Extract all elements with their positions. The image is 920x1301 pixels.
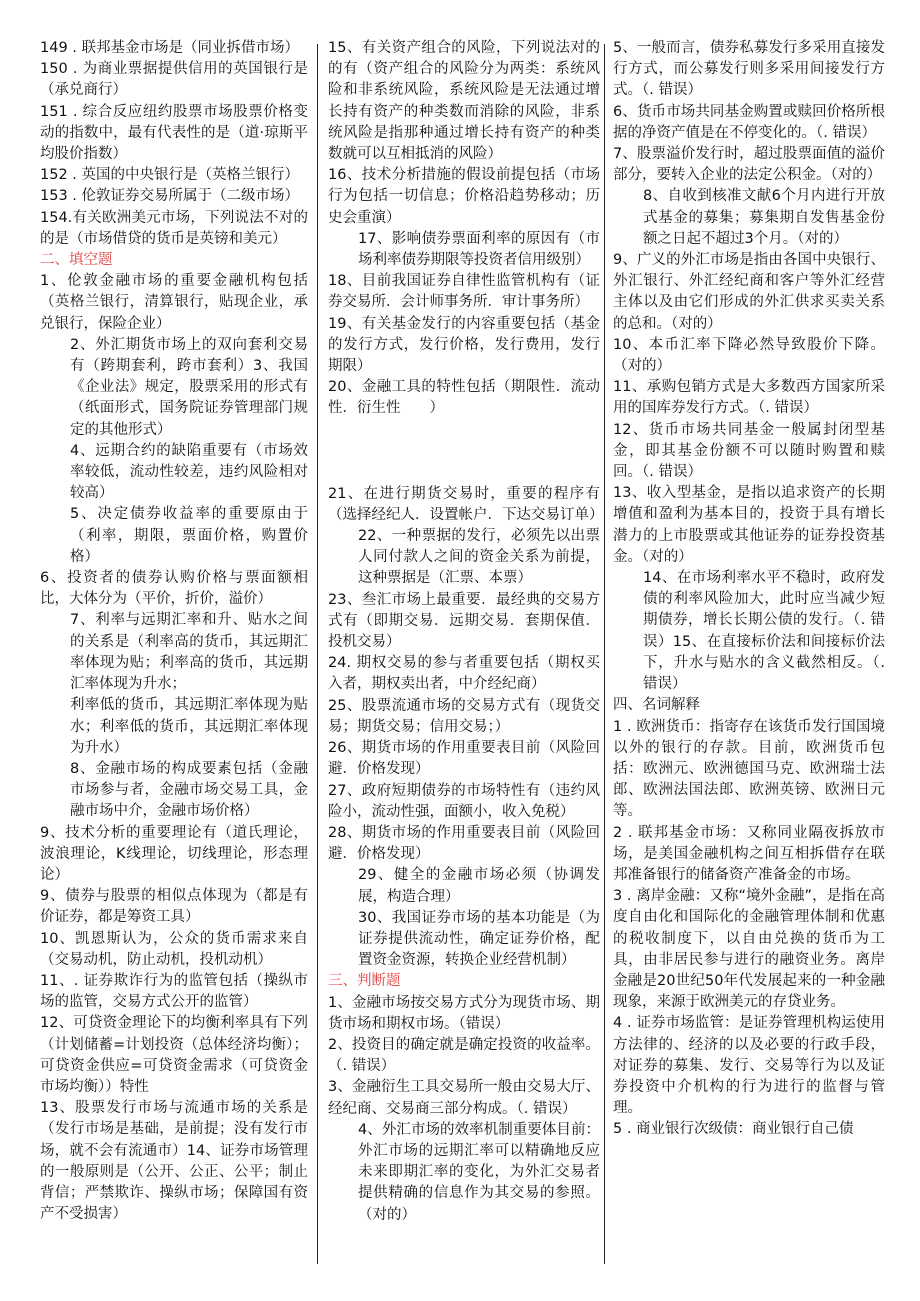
fill-item-11: 11、. 证券欺诈行为的监管包括（操纵市场的监管，交易方式公开的监管） xyxy=(40,972,308,1011)
column-divider-right xyxy=(604,44,605,1264)
fill-item-28: 28、期货市场的作用重要表目前（风险回避．价格发现） xyxy=(328,824,600,863)
fill-item-8: 8、金融市场的构成要素包括（金融市场参与者，金融市场交易工具，金融市场中介，金融市场价格） xyxy=(70,760,308,820)
fill-item-15: 15、有关资产组合的风险，下列说法对的的有（资产组合的风险分为两类：系统风险和非系统风险，系统风险是无法通过增长持有资产的种类数而消除的风险，非系统风险是指那种通过增长持有资产的种类数就可以互相抵消的风险） xyxy=(328,40,600,163)
question-153: 153 . 伦敦证券交易所属于（二级市场） xyxy=(40,188,300,205)
fill-item-18: 18、目前我国证券自律性监管机构有（证券交易所．会计师事务所．审计事务所） xyxy=(328,273,600,311)
fill-item-17: 17、影响债券票面利率的原因有（市场利率债券期限等投资者信用级别） xyxy=(358,230,600,269)
fill-item-26: 26、期货市场的作用重要表目前（风险回避．价格发现） xyxy=(328,740,600,778)
section-heading-terms: 四、名词解释 xyxy=(613,697,700,714)
column-right xyxy=(613,38,885,1141)
blank-space xyxy=(328,420,600,484)
fill-item-2-3: 2、外汇期货市场上的双向套利交易有（跨期套利，跨市套利）3、我国《企业法》规定，股票采用的形式有（纸面形式，国务院证券管理部门规定的其他形式） xyxy=(70,336,308,438)
section-heading-true-false: 三、判断题 xyxy=(328,973,401,990)
fill-item-19: 19、有关基金发行的内容重要包括（基金的发行方式，发行价格，发行费用，发行期限） xyxy=(328,315,600,375)
fill-item-22: 22、一种票据的发行，必须先以出票人同付款人之间的资金关系为前提，这种票据是（汇票、本票） xyxy=(358,528,600,587)
fill-item-16: 16、技术分析措施的假设前提包括（市场行为包括一切信息；价格沿趋势移动；历史会重演） xyxy=(328,167,600,226)
tf-item-6: 6、货币市场共同基金购置或赎回价格所根据的净资产值是在不停变化的。（. 错误） xyxy=(613,103,885,141)
column-left xyxy=(40,38,308,1225)
column-divider-left xyxy=(317,44,318,1264)
fill-item-6: 6、投资者的债券认购价格与票面额相比，大体分为（平价，折价，溢价） xyxy=(40,570,308,608)
fill-item-10: 10、凯恩斯认为，公众的货币需求来自（交易动机，防止动机，投机动机） xyxy=(40,930,308,968)
question-151: 151 . 综合反应纽约股票市场股票价格变动的指数中，最有代表性的是（道·琼斯平均股价指数） xyxy=(40,103,308,163)
fill-item-12: 12、可贷资金理论下的均衡利率具有下列（计划储蓄=计划投资（总体经济均衡）；可贷资金供应=可贷资金需求（可贷资金市场均衡））特性 xyxy=(40,1015,308,1095)
fill-item-7b: 利率低的货币，其远期汇率体现为贴水；利率低的货币，其远期汇率体现为升水） xyxy=(70,697,308,756)
fill-item-29: 29、健全的金融市场必须（协调发展，构造合理） xyxy=(358,867,600,905)
tf-item-3: 3、金融衍生工具交易所一般由交易大厅、经纪商、交易商三部分构成。（. 错误） xyxy=(328,1079,600,1117)
fill-item-25: 25、股票流通市场的交易方式有（现货交易；期货交易；信用交易；） xyxy=(328,697,600,735)
fill-item-23: 23、叁汇市场上最重要．最经典的交易方式有（即期交易．远期交易．套期保值．投机交易） xyxy=(328,591,600,651)
term-5-subordinated-debt: 5 . 商业银行次级债：商业银行自己债 xyxy=(613,1121,854,1138)
fill-item-24: 24. 期权交易的参与者重要包括（期权买入者，期权卖出者，中介经纪商） xyxy=(328,655,600,693)
tf-item-9: 9、广义的外汇市场是指由各国中央银行、外汇银行、外汇经纪商和客户等外汇经营主体以及由它们形成的外汇供求买卖关系的总和。（对的） xyxy=(613,252,885,332)
tf-item-14-15: 14、在市场利率水平不稳时，政府发债的利率风险加大，此时应当减少短期债券，增长长期公债的发行。（. 错误）15、在直接标价法和间接标价法下，升水与贴水的含义截然相反。（. 错误） xyxy=(643,570,885,693)
term-4-securities-supervision: 4 . 证券市场监管：是证券管理机构运使用方法律的、经济的以及必要的行政手段，对证券的募集、发行、交易等行为以及证券投资中介机构的行为进行的监督与管理。 xyxy=(613,1015,885,1117)
fill-item-7a: 7、利率与远期汇率和升、贴水之间的关系是（利率高的货币，其远期汇率体现为贴；利率高的货币，其远期汇率体现为升水； xyxy=(70,612,308,693)
tf-item-2: 2、投资目的确定就是确定投资的收益率。（. 错误） xyxy=(328,1036,600,1075)
tf-item-13: 13、收入型基金，是指以追求资产的长期增值和盈利为基本目的，投资于具有增长潜力的上市股票或其他证券的证券投资基金。（对的） xyxy=(613,485,885,565)
tf-item-4: 4、外汇市场的效率机制重要体目前：外汇市场的远期汇率可以精确地反应未来即期汇率的变化，为外汇交易者提供精确的信息作为其交易的参照。（对的） xyxy=(358,1121,600,1223)
fill-item-27: 27、政府短期债券的市场特性有（违约风险小，流动性强，面额小，收入免税） xyxy=(328,782,600,820)
question-149: 149 . 联邦基金市场是（同业拆借市场） xyxy=(40,40,300,56)
fill-item-20: 20、金融工具的特性包括（期限性．流动性．衍生性 ） xyxy=(328,379,600,417)
tf-item-1: 1、金融市场按交易方式分为现货市场、期货市场和期权市场。（错误） xyxy=(328,994,600,1032)
fill-item-9a: 9、技术分析的重要理论有（道氏理论，波浪理论，K线理论，切线理论，形态理论） xyxy=(40,824,308,883)
term-3-offshore-finance: 3 . 离岸金融：又称“境外金融”，是指在高度自由化和国际化的金融管理体制和优惠的税收制度下，以自由兑换的货币为工具，由非居民参与进行的融资业务。离岸金融是20世纪50年代发展起来的一种金融现象，来源于欧洲美元的存贷业务。 xyxy=(613,888,885,1011)
fill-item-9b: 9、债券与股票的相似点体现为（都是有价证券，都是筹资工具） xyxy=(40,888,308,926)
section-heading-fill-in: 二、填空题 xyxy=(40,252,113,269)
tf-item-11: 11、承购包销方式是大多数西方国家所采用的国库券发行方式。（. 错误） xyxy=(613,379,885,417)
term-2-federal-funds-market: 2 . 联邦基金市场：又称同业隔夜拆放市场，是美国金融机构之间互相拆借存在联邦准备银行的储备资产准备金的市场。 xyxy=(613,824,885,883)
column-middle xyxy=(328,38,604,1226)
question-154: 154.有关欧洲美元市场，下列说法不对的的是（市场借贷的货币是英镑和美元） xyxy=(40,209,308,247)
fill-item-30: 30、我国证券市场的基本功能是（为证券提供流动性，确定证券价格，配置资金资源，转换企业经营机制） xyxy=(358,909,600,969)
fill-item-21: 21、在进行期货交易时，重要的程序有（选择经纪人．设置帐户．下达交易订单） xyxy=(328,485,604,523)
fill-item-5: 5、决定债券收益率的重要原由于（利率，期限，票面价格，购置价格） xyxy=(70,506,308,565)
fill-item-13-14: 13、股票发行市场与流通市场的关系是（发行市场是基础，是前提；没有发行市场，就不会有流通市）14、证券市场管理的一般原则是（公开、公正、公平；制止背信；严禁欺诈、操纵市场；保障国有资产不受损害） xyxy=(40,1100,308,1223)
fill-item-1: 1、伦敦金融市场的重要金融机构包括（英格兰银行，清算银行，贴现企业，承兑银行，保险企业） xyxy=(40,273,308,332)
tf-item-10: 10、本币汇率下降必然导致股价下降。（对的） xyxy=(613,336,885,375)
tf-item-12: 12、货币市场共同基金一般属封闭型基金，即其基金份额不可以随时购置和赎回。（. 错误） xyxy=(613,421,885,481)
tf-item-7: 7、股票溢价发行时，超过股票面值的溢价部分，要转入企业的法定公积金。（对的） xyxy=(613,146,885,184)
fill-item-4: 4、远期合约的缺陷重要有（市场效率较低，流动性较差，违约风险相对较高） xyxy=(70,442,308,502)
term-1-eurocurrency: 1 . 欧洲货币：指寄存在该货币发行国国境以外的银行的存款。目前，欧洲货币包括：欧洲元、欧洲德国马克、欧洲瑞士法郎、欧洲法国法郎、欧洲英镑、欧洲日元等。 xyxy=(613,718,885,820)
question-150: 150 . 为商业票据提供信用的英国银行是（承兑商行） xyxy=(40,61,308,99)
tf-item-8: 8、自收到核准文献6个月内进行开放式基金的募集；募集期自发售基金份额之日起不超过3个月。（对的） xyxy=(643,188,885,247)
question-152: 152 . 英国的中央银行是（英格兰银行） xyxy=(40,167,300,184)
tf-item-5: 5、一般而言，债券私募发行多采用直接发行方式，而公募发行则多采用间接发行方式。（. 错误） xyxy=(613,40,885,99)
